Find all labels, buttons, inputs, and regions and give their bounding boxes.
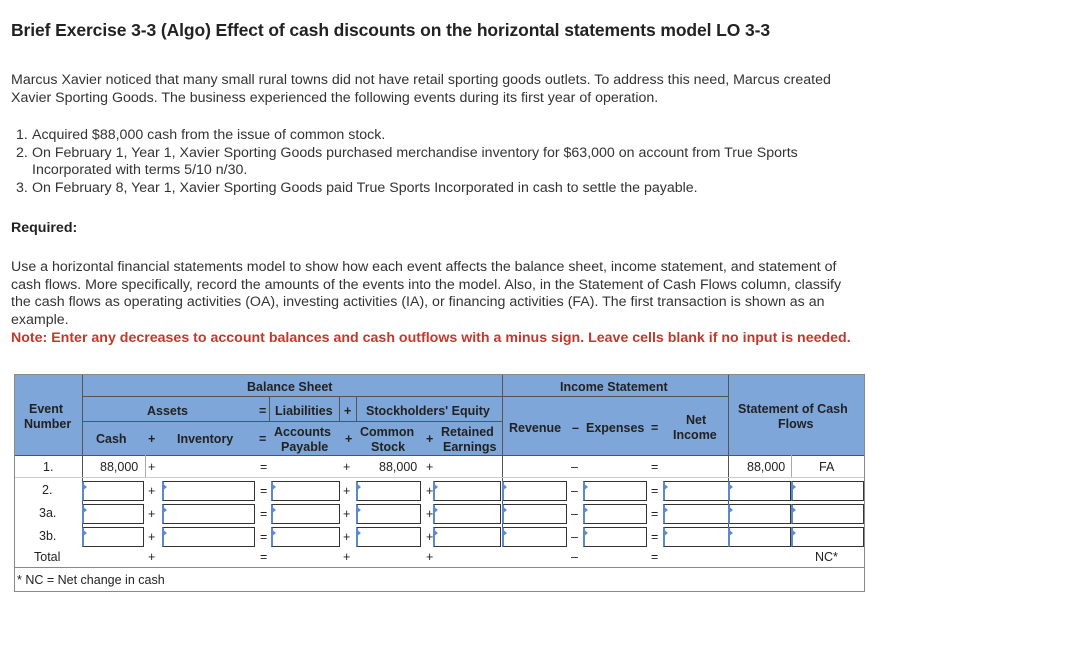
- inventory-input[interactable]: [162, 481, 255, 501]
- common-stock-input[interactable]: [356, 527, 421, 547]
- event-item: 3. On February 8, Year 1, Xavier Sporting Goods paid True Sports Incorporated in cash to settle the payable.: [16, 179, 698, 196]
- minus-sign: –: [571, 530, 578, 544]
- minus-sign: –: [571, 550, 578, 564]
- plus-sign: +: [343, 530, 351, 544]
- equals-sign: =: [260, 530, 268, 544]
- equals-sign: =: [260, 484, 268, 498]
- plus-sign: +: [343, 484, 351, 498]
- cash-header: Cash: [96, 432, 127, 446]
- expenses-input[interactable]: [583, 504, 647, 524]
- event-item: 1. Acquired $88,000 cash from the issue of common stock.: [16, 127, 386, 143]
- intro-line-2: Xavier Sporting Goods. The business experienced the following events during its first year of operation.: [11, 89, 659, 106]
- plus-sign: +: [426, 550, 434, 564]
- plus-sign: +: [148, 530, 156, 544]
- cash-flows-header-2: Flows: [778, 417, 814, 431]
- page-title: Brief Exercise 3-3 (Algo) Effect of cash discounts on the horizontal statements model LO 3-3: [11, 20, 771, 40]
- cash-input[interactable]: [82, 527, 144, 547]
- inventory-input[interactable]: [162, 527, 255, 547]
- expenses-input[interactable]: [583, 527, 647, 547]
- equals-sign: =: [259, 404, 267, 418]
- plus-sign: +: [343, 507, 351, 521]
- equals-sign: =: [260, 550, 268, 564]
- plus-sign: +: [426, 484, 434, 498]
- plus-sign: +: [426, 530, 434, 544]
- revenue-input[interactable]: [502, 504, 567, 524]
- accounts-payable-header-1: Accounts: [274, 425, 331, 439]
- balance-sheet-header: Balance Sheet: [247, 380, 333, 394]
- common-stock-header-1: Common: [360, 425, 415, 439]
- retained-earnings-header-1: Retained: [441, 425, 494, 439]
- net-income-input[interactable]: [663, 481, 729, 501]
- intro-line-1: Marcus Xavier noticed that many small rural towns did not have retail sporting goods outlets. To address this need, Marcus created: [11, 72, 831, 88]
- row1-cash-value: 88,000: [100, 460, 139, 474]
- total-label: Total: [34, 550, 61, 564]
- cash-input[interactable]: [82, 481, 144, 501]
- retained-earnings-input[interactable]: [433, 527, 501, 547]
- revenue-header: Revenue: [509, 421, 562, 435]
- accounts-payable-input[interactable]: [271, 481, 340, 501]
- row1-common-stock-value: 88,000: [379, 460, 418, 474]
- liabilities-header: Liabilities: [275, 404, 333, 418]
- revenue-input[interactable]: [502, 481, 567, 501]
- event-list: [11, 127, 911, 197]
- common-stock-input[interactable]: [356, 481, 421, 501]
- inventory-input[interactable]: [162, 504, 255, 524]
- common-stock-input[interactable]: [356, 504, 421, 524]
- footnote: * NC = Net change in cash: [17, 573, 165, 587]
- income-statement-header: Income Statement: [560, 380, 668, 394]
- plus-sign: +: [343, 550, 351, 564]
- net-income-header-1: Net: [686, 413, 707, 427]
- cf-amount-input[interactable]: [728, 527, 791, 547]
- cf-amount-input[interactable]: [728, 504, 791, 524]
- cf-class-input[interactable]: [791, 527, 864, 547]
- minus-sign: –: [571, 507, 578, 521]
- cash-input[interactable]: [82, 504, 144, 524]
- cash-flows-header-1: Statement of Cash: [738, 402, 848, 416]
- plus-sign: +: [148, 484, 156, 498]
- event-number-header-2: Number: [24, 417, 72, 431]
- retained-earnings-input[interactable]: [433, 504, 501, 524]
- retained-earnings-header-2: Earnings: [443, 440, 497, 454]
- accounts-payable-input[interactable]: [271, 504, 340, 524]
- equals-sign: =: [651, 550, 659, 564]
- equity-header: Stockholders' Equity: [366, 404, 490, 418]
- note-text: Note: Enter any decreases to account balances and cash outflows with a minus sign. Leave cells blank if no input is needed.: [11, 330, 851, 346]
- event-number-header-1: Event: [29, 402, 64, 416]
- row-label: 3a.: [39, 506, 57, 520]
- minus-sign: –: [571, 484, 578, 498]
- net-income-input[interactable]: [663, 504, 729, 524]
- equals-sign: =: [260, 507, 268, 521]
- revenue-input[interactable]: [502, 527, 567, 547]
- equals-sign: =: [651, 507, 659, 521]
- assets-header: Assets: [147, 404, 188, 418]
- equals-sign: =: [651, 530, 659, 544]
- row-label: 2.: [42, 483, 53, 497]
- total-cf-class: NC*: [815, 550, 838, 564]
- accounts-payable-input[interactable]: [271, 527, 340, 547]
- equals-sign: =: [651, 484, 659, 498]
- plus-sign: +: [148, 507, 156, 521]
- plus-sign: +: [148, 550, 156, 564]
- expenses-input[interactable]: [583, 481, 647, 501]
- cf-class-input[interactable]: [791, 504, 864, 524]
- plus-sign: +: [426, 507, 434, 521]
- retained-earnings-input[interactable]: [433, 481, 501, 501]
- cf-class-input[interactable]: [791, 481, 864, 501]
- horizontal-model-table: Balance Sheet Income Statement Event Number Assets = Liabilities + Stockholders' Equity Cash + Inventory = Accounts Payable + Common Stock + Retained Earnings Revenue – Expenses = Net Income Statement of Cash Flows 1. 88,000 + = + 88,000 + – = 88,000 FA 2. + = + + – = 3a. + = + + – = 3b. + = + + – = Total + = + + – = NC* * NC = Net change in cash: [14, 374, 865, 592]
- event-item: 2. On February 1, Year 1, Xavier Sporting Goods purchased merchandise inventory for $63,000 on account from True Sports Incorporated with terms 5/10 n/30.: [16, 144, 798, 179]
- net-income-header-2: Income: [673, 428, 717, 442]
- intro-paragraph: [11, 72, 831, 107]
- required-label: Required:: [11, 220, 78, 236]
- plus-sign: +: [344, 404, 352, 418]
- accounts-payable-header-2: Payable: [281, 440, 329, 454]
- instructions-paragraph: Use a horizontal financial statements model to show how each event affects the balance sheet, income statement, and statement of cash flows. More specifically, record the amounts of the events into the model. Also, in the Statement of Cash Flows column, classify the cash flows as operating activities (OA), investing activities (IA), or financing activities (FA). The first transaction is shown as an example.: [11, 259, 842, 328]
- inventory-header: Inventory: [177, 432, 234, 446]
- common-stock-header-2: Stock: [371, 440, 406, 454]
- row1-cf-class: FA: [819, 460, 835, 474]
- net-income-input[interactable]: [663, 527, 729, 547]
- row-label: 3b.: [39, 529, 57, 543]
- expenses-header: Expenses: [586, 421, 645, 435]
- cf-amount-input[interactable]: [728, 481, 791, 501]
- row1-cf-amount: 88,000: [747, 460, 786, 474]
